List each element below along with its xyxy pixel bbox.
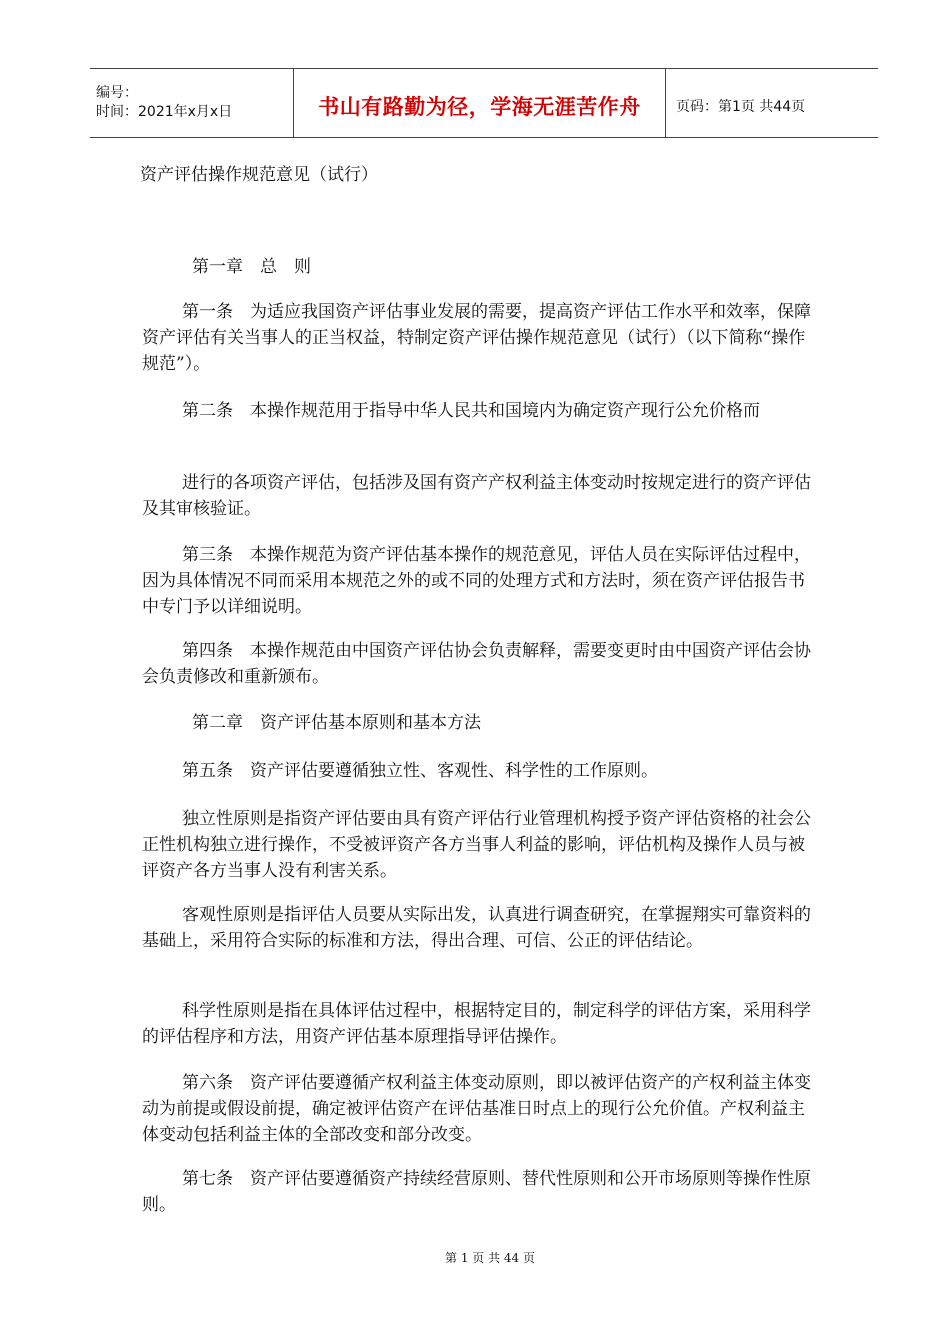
chapter-2-heading: 第二章 资产评估基本原则和基本方法 <box>192 713 481 733</box>
chapter-1-heading: 第一章 总 则 <box>192 257 311 277</box>
time-label: 时间：2021年x月x日 <box>96 104 233 120</box>
header-motto-cell <box>293 69 666 137</box>
article-1: 第一条 为适应我国资产评估事业发展的需要，提高资产评估工作水平和效率，保障资产评估有关当事人的正当权益，特制定资产评估操作规范意见（试行）（以下简称“操作规范”）。 <box>142 302 811 374</box>
header-page-cell <box>666 69 878 137</box>
article-3: 第三条 本操作规范为资产评估基本操作的规范意见，评估人员在实际评估过程中，因为具体情况不同而采用本规范之外的或不同的处理方式和方法时，须在资产评估报告书中专门予以详细说明。 <box>142 545 811 617</box>
page-footer: 第 1 页 共 44 页 <box>445 1251 535 1265</box>
serial-label: 编号： <box>96 85 138 101</box>
article-4: 第四条 本操作规范由中国资产评估协会负责解释，需要变更时由中国资产评估会协会负责修改和重新颁布。 <box>142 641 811 687</box>
paragraph-objectivity: 客观性原则是指评估人员要从实际出发，认真进行调查研究，在掌握翔实可靠资料的基础上，采用符合实际的标准和方法，得出合理、可信、公正的评估结论。 <box>142 905 811 951</box>
page-header <box>90 68 878 138</box>
motto: 书山有路勤为径，学海无涯苦作舟 <box>318 95 641 119</box>
article-2: 第二条 本操作规范用于指导中华人民共和国境内为确定资产现行公允价格而 <box>182 401 760 421</box>
paragraph-independence: 独立性原则是指资产评估要由具有资产评估行业管理机构授予资产评估资格的社会公正性机构独立进行操作，不受被评资产各方当事人利益的影响，评估机构及操作人员与被评资产各方当事人没有利害关系。 <box>142 809 811 881</box>
article-5: 第五条 资产评估要遵循独立性、客观性、科学性的工作原则。 <box>182 761 658 781</box>
article-7: 第七条 资产评估要遵循资产持续经营原则、替代性原则和公开市场原则等操作性原则。 <box>142 1169 811 1215</box>
article-2-continued: 进行的各项资产评估，包括涉及国有资产产权利益主体变动时按规定进行的资产评估及其审核验证。 <box>142 473 811 519</box>
page-label: 页码：第1页 共44页 <box>676 99 806 115</box>
header-meta <box>90 69 293 137</box>
document-title: 资产评估操作规范意见（试行） <box>140 165 378 185</box>
article-6: 第六条 资产评估要遵循产权利益主体变动原则，即以被评估资产的产权利益主体变动为前提或假设前提，确定被评估资产在评估基准日时点上的现行公允价值。产权利益主体变动包括利益主体的全部改变和部分改变。 <box>142 1073 811 1145</box>
paragraph-science: 科学性原则是指在具体评估过程中，根据特定目的，制定科学的评估方案，采用科学的评估程序和方法，用资产评估基本原理指导评估操作。 <box>142 1001 811 1047</box>
